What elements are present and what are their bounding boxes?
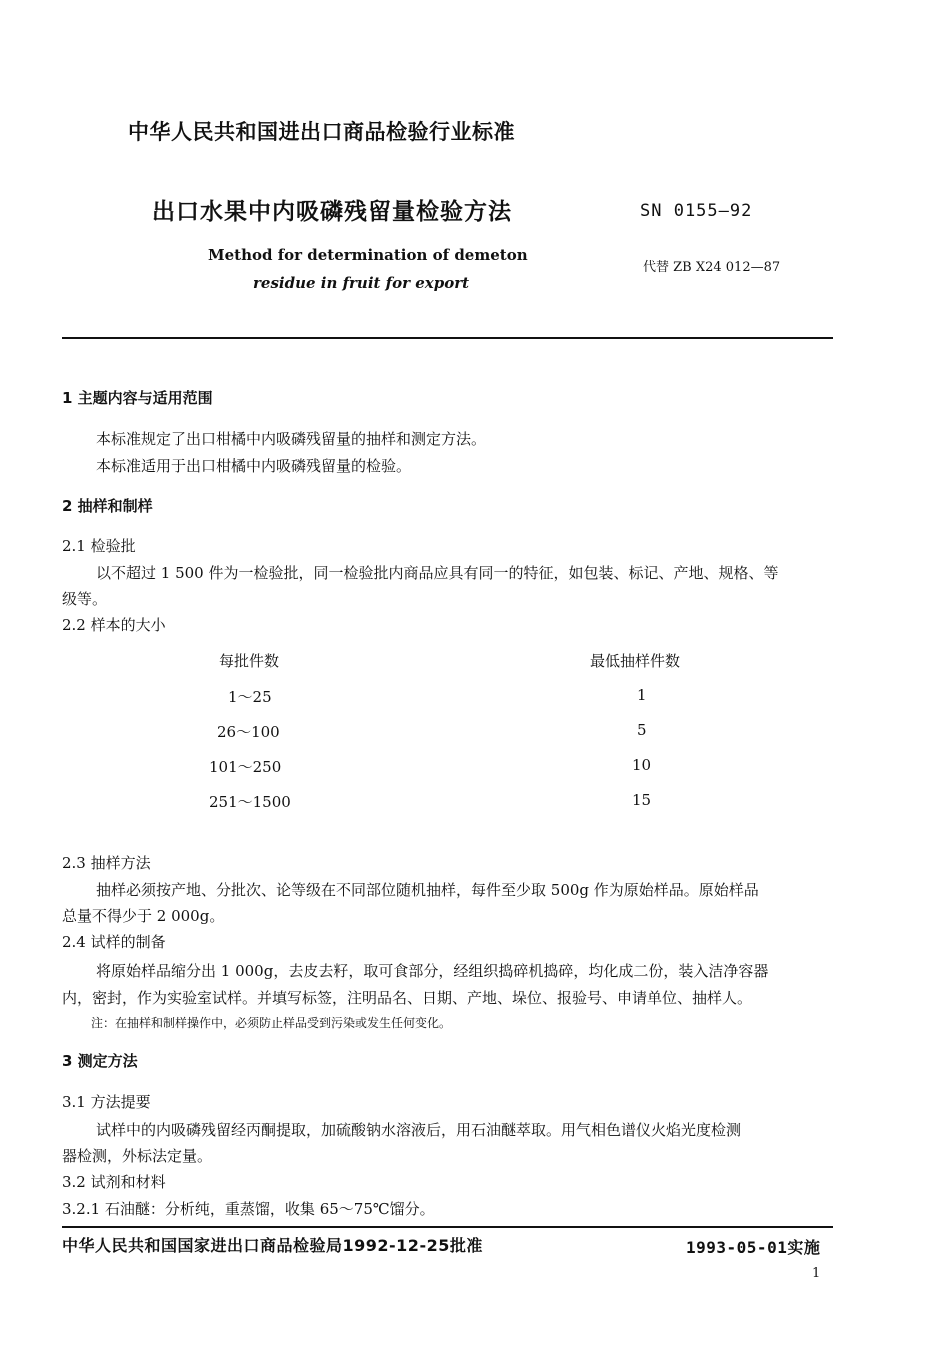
english-title-line-1: Method for determination of demeton bbox=[208, 246, 528, 264]
section-2-3-line-1: 抽样必须按产地、分批次、论等级在不同部位随机抽样，每件至少取 500g 作为原始样品。原始样品 bbox=[96, 881, 759, 899]
section-2-4-line-1: 将原始样品缩分出 1 000g，去皮去籽，取可食部分，经组织捣碎机捣碎，均化成二份，装入洁净容器 bbox=[96, 962, 769, 980]
standard-number: SN 0155—92 bbox=[640, 201, 753, 221]
implementation-date: 1993-05-01实施 bbox=[686, 1238, 821, 1257]
approval-statement: 中华人民共和国国家进出口商品检验局1992-12-25批准 bbox=[62, 1236, 483, 1255]
table-row-1-min: 1 bbox=[637, 686, 647, 704]
section-1-heading: 1 主题内容与适用范围 bbox=[62, 389, 213, 407]
section-1-para-1: 本标准规定了出口柑橘中内吸磷残留量的抽样和测定方法。 bbox=[96, 430, 487, 448]
section-2-1-line-2: 级等。 bbox=[62, 590, 108, 608]
section-3-2-1: 3.2.1 石油醚：分析纯，重蒸馏，收集 65～75℃馏分。 bbox=[62, 1200, 435, 1218]
section-3-1-line-1: 试样中的内吸磷残留经丙酮提取，加硫酸钠水溶液后，用石油醚萃取。用气相色谱仪火焰光度检测 bbox=[96, 1121, 742, 1139]
section-2-1-line-1: 以不超过 1 500 件为一检验批，同一检验批内商品应具有同一的特征，如包装、标记、产地、规格、等 bbox=[96, 564, 779, 582]
section-1-para-2: 本标准适用于出口柑橘中内吸磷残留量的检验。 bbox=[96, 457, 412, 475]
table-header-min-samples: 最低抽样件数 bbox=[590, 652, 681, 670]
document-title: 出口水果中内吸磷残留量检验方法 bbox=[152, 199, 512, 225]
section-3-2-heading: 3.2 试剂和材料 bbox=[62, 1173, 166, 1191]
table-row-2-min: 5 bbox=[637, 721, 647, 739]
replaces-standard: 代替 ZB X24 012—87 bbox=[643, 260, 781, 275]
table-header-batch: 每批件数 bbox=[219, 652, 280, 670]
footer-divider bbox=[62, 1226, 833, 1228]
english-title-line-2: residue in fruit for export bbox=[253, 274, 470, 292]
section-2-3-line-2: 总量不得少于 2 000g。 bbox=[62, 907, 225, 925]
sampling-note: 注：在抽样和制样操作中，必须防止样品受到污染或发生任何变化。 bbox=[91, 1016, 452, 1030]
table-row-3-batch: 101～250 bbox=[209, 758, 282, 776]
section-3-heading: 3 测定方法 bbox=[62, 1052, 138, 1070]
table-row-1-batch: 1～25 bbox=[228, 688, 272, 706]
section-2-4-heading: 2.4 试样的制备 bbox=[62, 933, 166, 951]
section-2-3-heading: 2.3 抽样方法 bbox=[62, 854, 151, 872]
section-2-heading: 2 抽样和制样 bbox=[62, 497, 153, 515]
table-row-4-min: 15 bbox=[632, 791, 652, 809]
section-2-2-heading: 2.2 样本的大小 bbox=[62, 616, 166, 634]
section-2-4-line-2: 内，密封，作为实验室试样。并填写标签，注明品名、日期、产地、垛位、报验号、申请单位、抽样人。 bbox=[62, 989, 753, 1007]
section-2-1-heading: 2.1 检验批 bbox=[62, 537, 136, 555]
section-3-1-heading: 3.1 方法提要 bbox=[62, 1093, 151, 1111]
table-row-3-min: 10 bbox=[632, 756, 652, 774]
standard-category: 中华人民共和国进出口商品检验行业标准 bbox=[128, 120, 515, 144]
header-divider bbox=[62, 337, 833, 339]
page-number: 1 bbox=[812, 1266, 821, 1281]
section-3-1-line-2: 器检测，外标法定量。 bbox=[62, 1147, 213, 1165]
table-row-2-batch: 26～100 bbox=[217, 723, 280, 741]
table-row-4-batch: 251～1500 bbox=[209, 793, 291, 811]
